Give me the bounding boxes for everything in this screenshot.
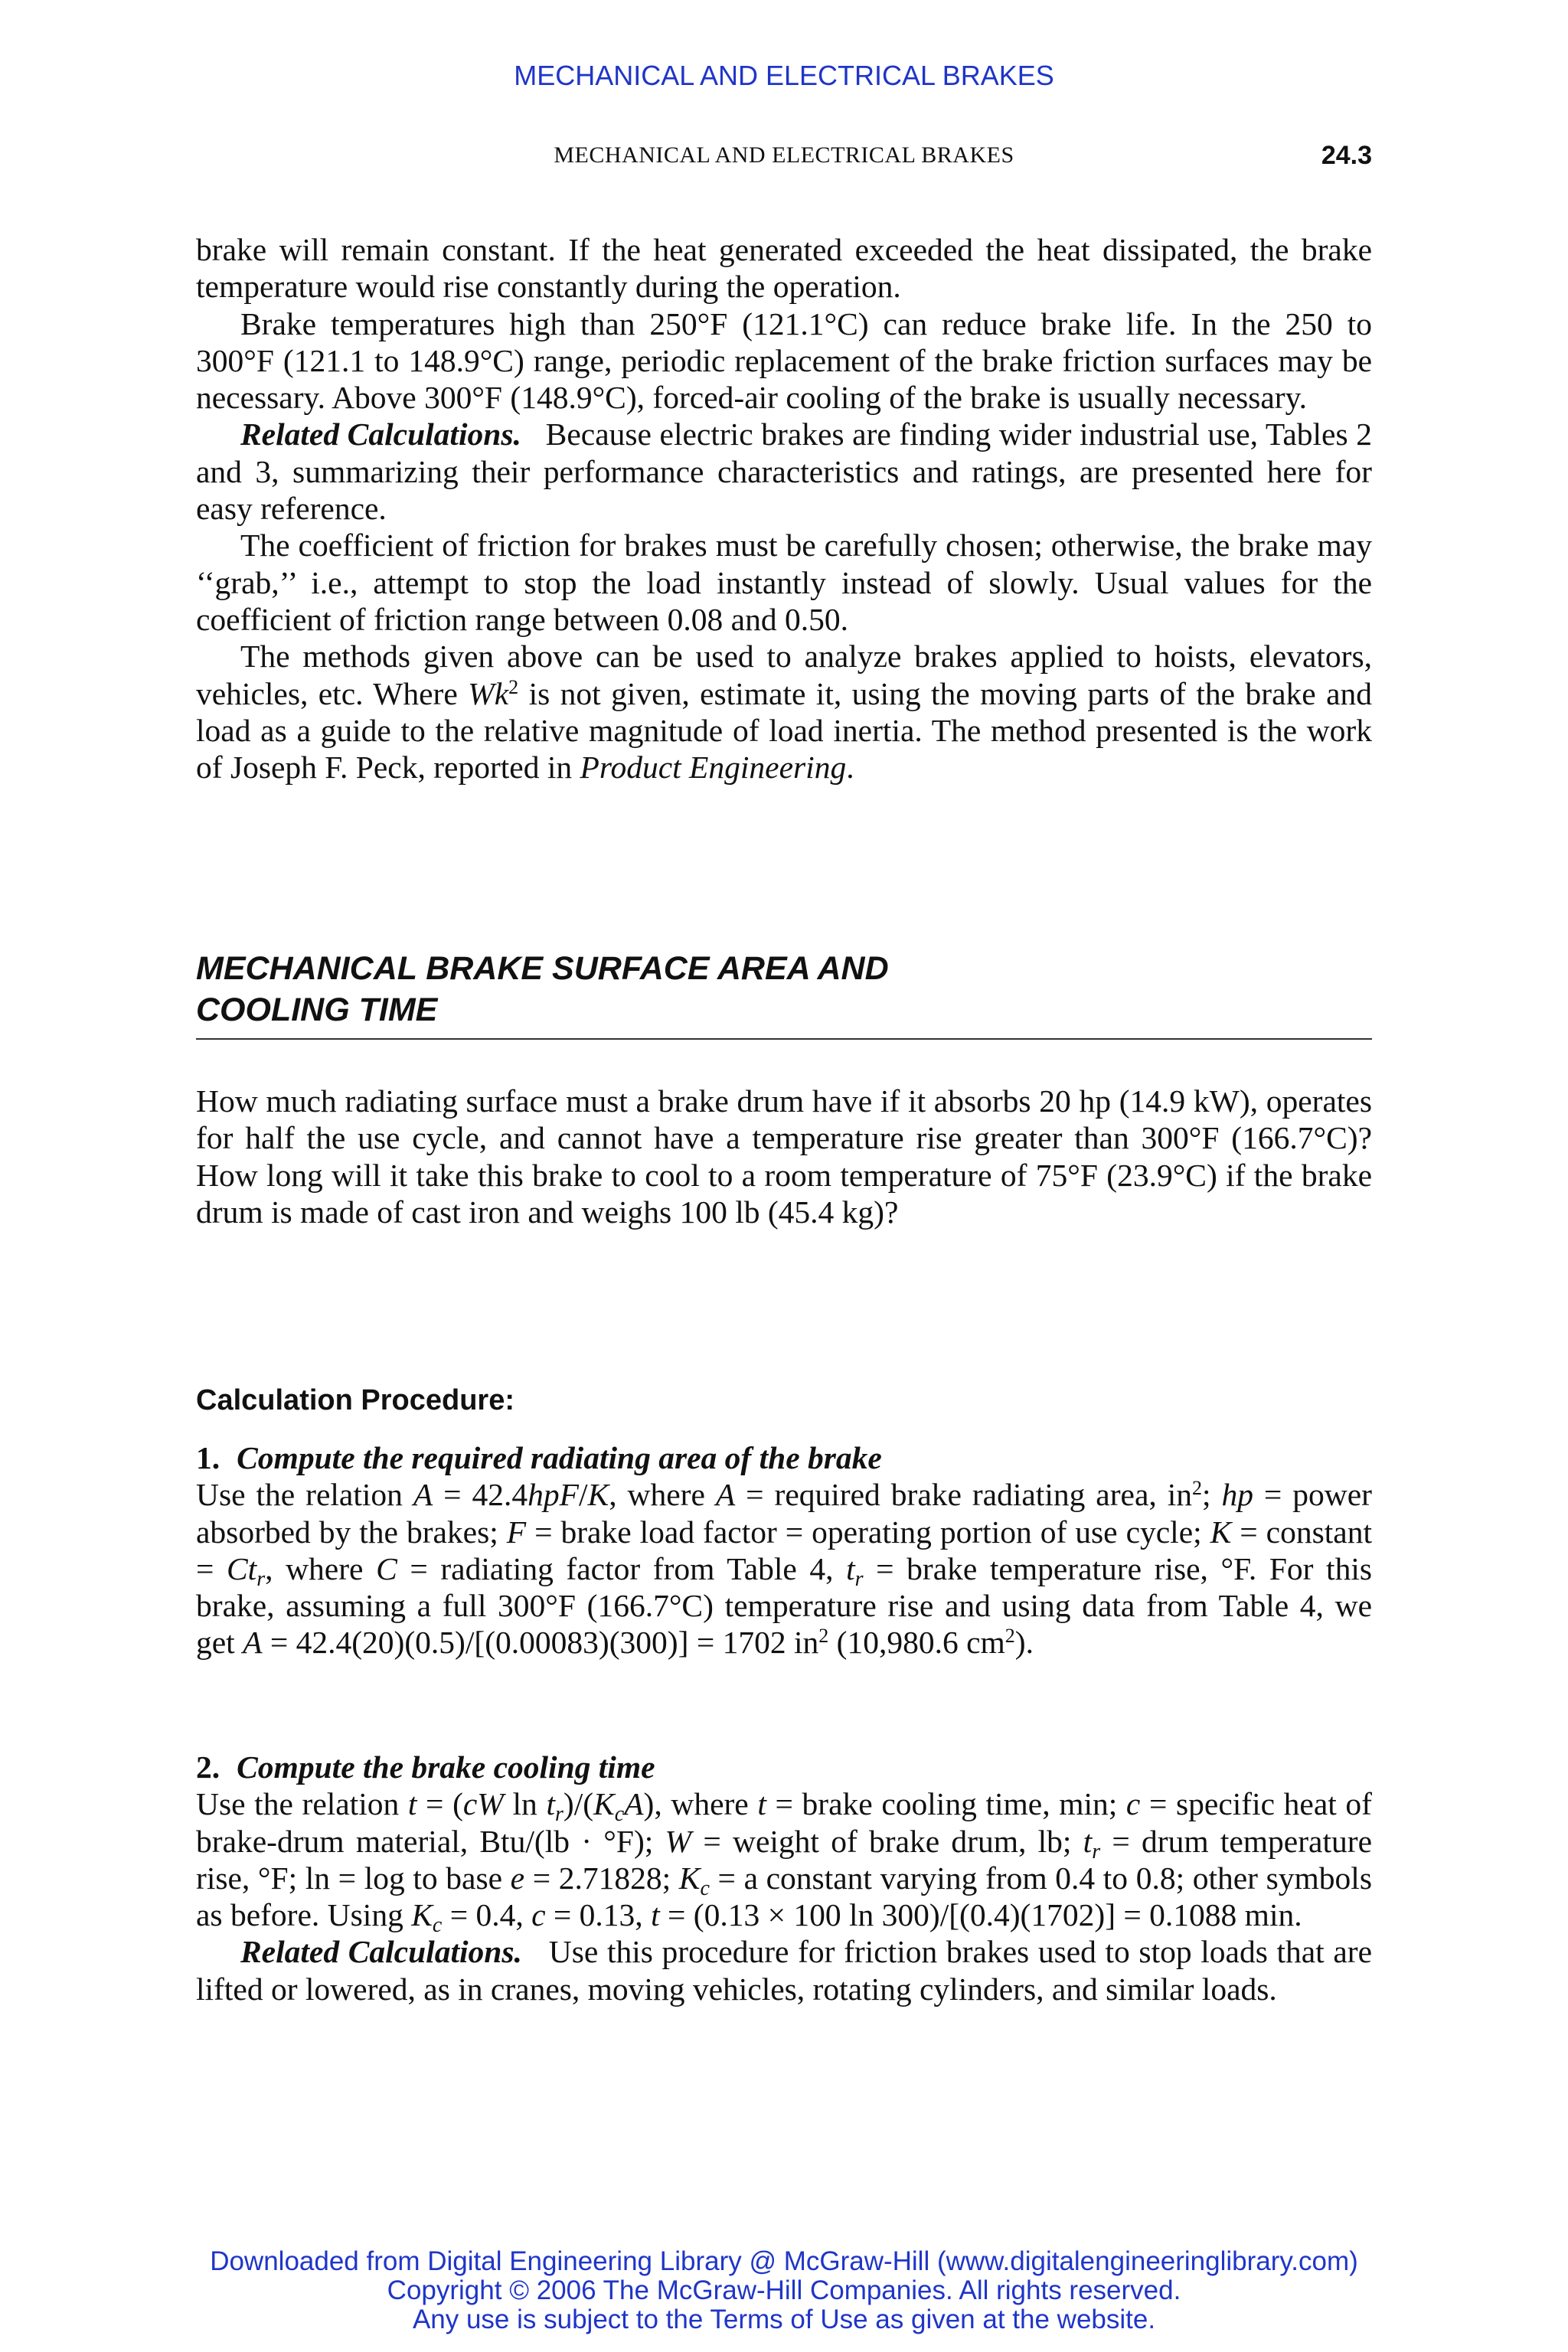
wk-exponent: 2 [508,675,519,698]
step-1-title [196,1439,1372,1476]
related-calculations-paragraph [196,1933,1372,2007]
related-calculations-text: Use this procedure for friction brakes used to stop loads that are lifted or lowered, as in cranes, moving vehicles, rotating cylinders, and similar loads. [196,1934,1372,2007]
page-number: 24.3 [1321,141,1372,170]
footer-terms[interactable]: Any use is subject to the Terms of Use as given at the website. [412,2305,1156,2334]
problem-statement [196,1083,1372,1230]
paragraph-5-b: is not given, estimate it, using the moving parts of the brake and load as a guide to the relative magnitude of load inertia. The method presented is the work of Joseph F. Peck, reported in [196,675,1372,786]
paragraph-5-end: . [846,750,854,786]
intro-text-block [196,231,1372,786]
publication-name: Product Engineering [580,750,847,786]
step-1-number: 1. [196,1440,220,1475]
footer-download-link[interactable]: Downloaded from Digital Engineering Library @ McGraw-Hill (www.digitalengineeringlibrary.com) [210,2246,1358,2276]
step-1-block [196,1439,1372,1661]
section-heading-line-1: MECHANICAL BRAKE SURFACE AREA AND [196,950,889,987]
related-calculations-lead-2: Related Calculations. [240,1934,522,1970]
section-heading-line-2: COOLING TIME [196,991,438,1028]
section-heading [196,948,1372,1031]
running-head: MECHANICAL AND ELECTRICAL BRAKES [554,142,1014,168]
paragraph-4: The coefficient of friction for brakes must be carefully chosen; otherwise, the brake may ‘‘grab,’’ i.e., attempt to stop the load instantly instead of slowly. Usual values for the coefficient of friction range between 0.08 and 0.50. [196,528,1372,637]
paragraph-2: Brake temperatures high than 250°F (121.1°C) can reduce brake life. In the 250 to 300°F (121.1 to 148.9°C) range, periodic replacement of the brake friction surfaces may be necessary. Above 300°F (148.9°C), forced-air cooling of the brake is usually necessary. [196,305,1372,416]
step-1-title-text: Compute the required radiating area of the brake [237,1440,882,1475]
wk-symbol: Wk [468,675,509,711]
step-1-text: Use the relation A = 42.4hpF/K, where A = required brake radiating area, $in^2$; hp = power absorbed by the brakes; F = brake load factor = operating portion of use cycle; K = constant = $Ct_r$, where C = radiating factor from Table 4, $t_r$ = brake temperature rise, °F. For this brake, assuming a full 300°F (166.7°C) temperature rise and using data from Table 4, we get A = 42.4(20)(0.5)/[(0.00083)(300)] = 1702 $in^2$ (10,980.6 $cm^2$). [196,1477,1373,1661]
paragraph-1: brake will remain constant. If the heat generated exceeded the heat dissipated, the brake temperature would rise constantly during the operation. [196,232,1372,305]
step-2-text: Use the relation t = (cW $\ln t_r)/(K_cA)$, where t = brake cooling time, min; c = specific heat of brake-drum material, Btu/(lb · °F); W = weight of brake drum, lb; $t_r$ = drum temperature rise, °F; ln = log to base e = 2.71828; $K_c = a$ constant varying from 0.4 to 0.8; other symbols as before. Using $K_c = 0.4$, c = 0.13, t = (0.13 × 100 ln 300)/[(0.4)(1702)] = 0.1088 min. [196,1786,1372,1938]
step-2-number: 2. [196,1749,220,1785]
section-rule [196,1038,1372,1040]
footer-copyright[interactable]: Copyright © 2006 The McGraw-Hill Companies. All rights reserved. [387,2275,1181,2305]
top-link[interactable]: MECHANICAL AND ELECTRICAL BRAKES [514,60,1054,91]
calculation-procedure-heading: Calculation Procedure: [196,1384,514,1416]
paragraph-5-a: The methods given above can be used to analyze brakes applied to hoists, elevators, vehicles, etc. Where [196,639,1372,711]
footer [0,2247,1568,2334]
problem-text: How much radiating surface must a brake drum have if it absorbs 20 hp (14.9 kW), operates for half the use cycle, and cannot have a temperature rise greater than 300°F (166.7°C)? How long will it take this brake to cool to a room temperature of 75°F (23.9°C) if the brake drum is made of cast iron and weighs 100 lb (45.4 kg)? [196,1083,1372,1230]
paragraph-5 [196,638,1372,786]
paragraph-3 [196,416,1372,527]
paragraph-3-text: Because electric brakes are finding wider industrial use, Tables 2 and 3, summarizing their performance characteristics and ratings, are presented here for easy reference. [196,416,1372,527]
related-calculations-lead: Related Calculations. [240,416,521,452]
step-2-block [196,1749,1372,2007]
step-2-title-text: Compute the brake cooling time [237,1749,655,1785]
step-2-title [196,1749,1372,1785]
